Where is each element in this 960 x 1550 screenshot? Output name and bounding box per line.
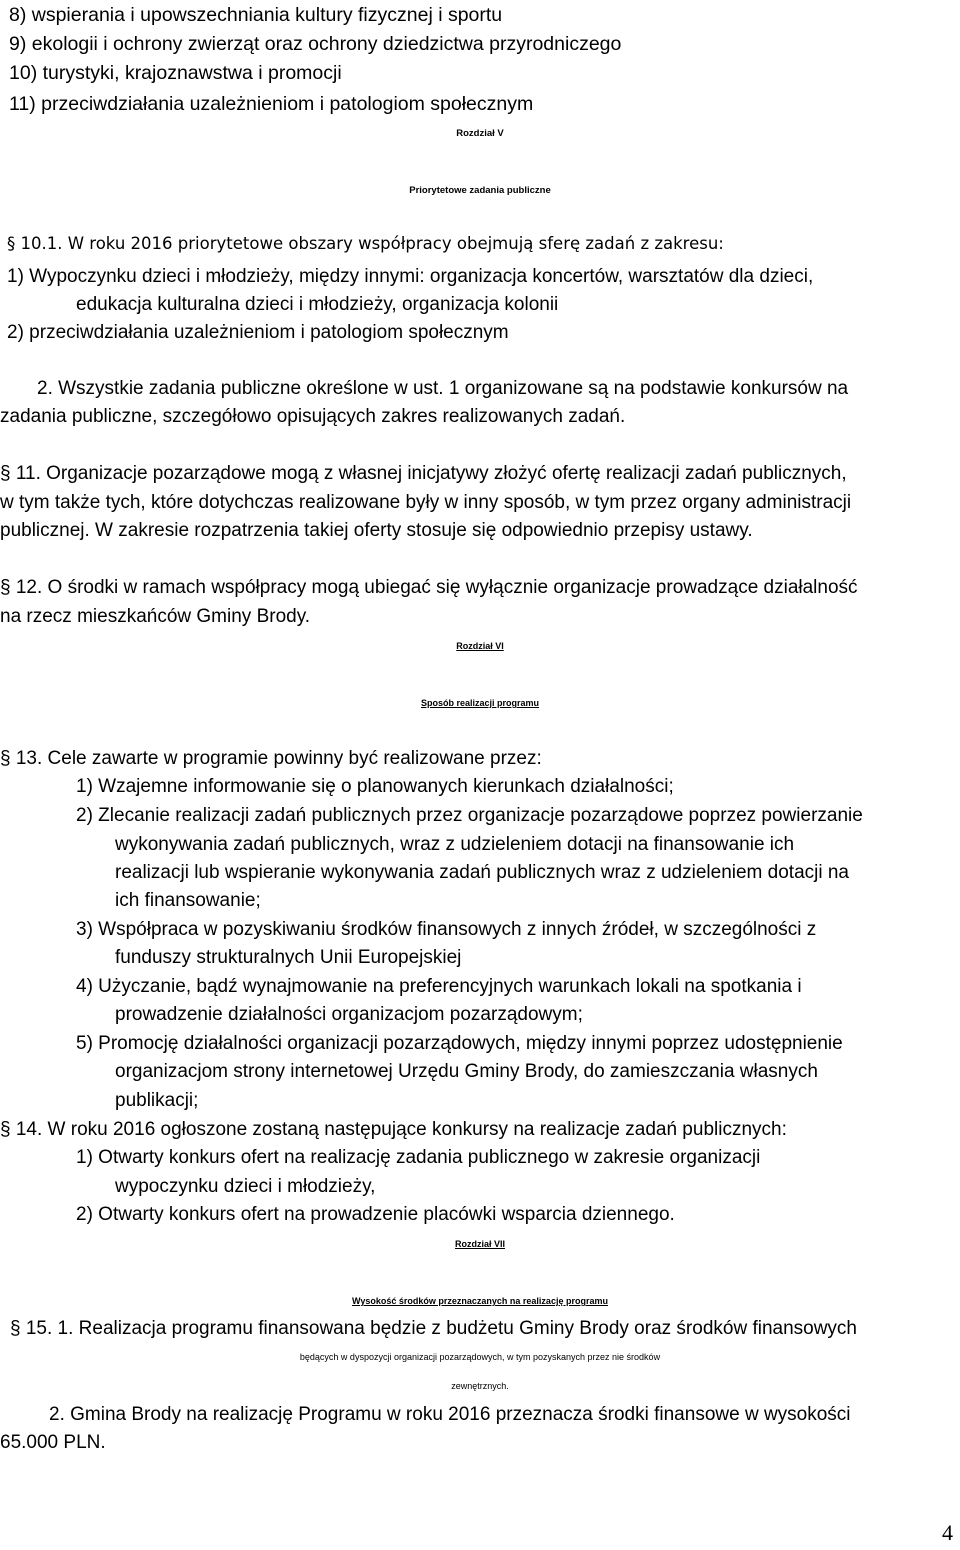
section-14-item-2: 2) Otwarty konkurs ofert na prowadzenie placówki wsparcia dziennego. [76, 1204, 675, 1225]
section-10-para-2-line-1: 2. Wszystkie zadania publiczne określone w ust. 1 organizowane są na podstawie konkursów na [37, 378, 849, 399]
section-13-item-5: 5) Promocję działalności organizacji pozarządowych, między innymi poprzez udostępnienie [76, 1033, 843, 1054]
list-item-10: 10) turystyki, krajoznawstwa i promocji [9, 62, 342, 84]
chapter-7-title-text: Rozdział VII [454, 1239, 505, 1249]
section-13-item-2-cont: ich finansowanie; [115, 890, 261, 911]
chapter-6-subtitle [0, 690, 960, 716]
section-14-item-1: 1) Otwarty konkurs ofert na realizację zadania publicznego w zakresie organizacji [76, 1147, 761, 1168]
section-10-item-2: 2) przeciwdziałania uzależnieniom i patologiom społecznym [7, 322, 509, 343]
section-10-item-1: 1) Wypoczynku dzieci i młodzieży, między innymi: organizacja koncertów, warsztatów dla dzieci, [7, 266, 814, 287]
section-10-para-2-line-2: zadania publiczne, szczegółowo opisujących zakres realizowanych zadań. [0, 406, 626, 427]
chapter-5-subtitle: Priorytetowe zadania publiczne [409, 185, 551, 196]
chapter-6-title [0, 633, 960, 659]
section-12-line-1: § 12. O środki w ramach współpracy mogą ubiegać się wyłącznie organizacje prowadzące działalność [0, 577, 858, 598]
chapter-6-title-text: Rozdział VI [456, 641, 504, 651]
section-15-para-2-line-1: 2. Gmina Brody na realizację Programu w roku 2016 przeznacza środki finansowe w wysokości [49, 1404, 851, 1425]
section-14-item-1-cont: wypoczynku dzieci i młodzieży, [115, 1176, 376, 1197]
section-15-line-2: będących w dyspozycji organizacji pozarządowych, w tym pozyskanych przez nie środków [299, 1352, 661, 1362]
chapter-7-title [0, 1231, 960, 1257]
section-13-item-5-cont: organizacjom strony internetowej Urzędu Gminy Brody, do zamieszczania własnych [115, 1061, 818, 1082]
section-13-item-3-cont: funduszy strukturalnych Unii Europejskiej [115, 947, 462, 968]
section-13-item-4: 4) Użyczanie, bądź wynajmowanie na preferencyjnych warunkach lokali na spotkania i [76, 976, 802, 997]
section-13-item-3: 3) Współpraca w pozyskiwaniu środków finansowych z innych źródeł, w szczególności z [76, 919, 817, 940]
list-item-9: 9) ekologii i ochrony zwierząt oraz ochrony dziedzictwa przyrodniczego [9, 33, 622, 55]
list-item-8: 8) wspierania i upowszechniania kultury fizycznej i sportu [9, 4, 503, 26]
section-13-item-1: 1) Wzajemne informowanie się o planowanych kierunkach działalności; [76, 776, 674, 797]
section-15-line-1: § 15. 1. Realizacja programu finansowana będzie z budżetu Gminy Brody oraz środków finansowych [10, 1318, 858, 1339]
section-15-line-3: zewnętrznych. [451, 1381, 509, 1391]
chapter-6-subtitle-text: Sposób realizacji programu [420, 698, 540, 708]
page-number: 4 [942, 1520, 953, 1545]
section-13-item-2: 2) Zlecanie realizacji zadań publicznych przez organizacje pozarządowe poprzez powierzanie [76, 805, 863, 826]
section-10-item-1-cont: edukacja kulturalna dzieci i młodzieży, organizacja kolonii [76, 294, 559, 315]
section-13-item-5-cont: publikacji; [115, 1090, 199, 1111]
section-13-item-2-cont: wykonywania zadań publicznych, wraz z udzieleniem dotacji na finansowanie ich [115, 834, 795, 855]
section-11-line-3: publicznej. W zakresie rozpatrzenia takiej oferty stosuje się odpowiednio przepisy ustawy. [0, 520, 753, 541]
section-13-item-2-cont: realizacji lub wspieranie wykonywania zadań publicznych wraz z udzieleniem dotacji na [115, 862, 849, 883]
chapter-7-subtitle-text: Wysokość środków przeznaczanych na realizację programu [352, 1296, 608, 1306]
section-11-line-1: § 11. Organizacje pozarządowe mogą z własnej inicjatywy złożyć ofertę realizacji zadań publicznych, [0, 463, 847, 484]
section-14-lead: § 14. W roku 2016 ogłoszone zostaną następujące konkursy na realizacje zadań publicznych: [0, 1119, 787, 1140]
chapter-5-title: Rozdział V [456, 128, 504, 139]
section-10-lead: § 10.1. W roku 2016 priorytetowe obszary współpracy obejmują sferę zadań z zakresu: [7, 234, 724, 253]
list-item-11: 11) przeciwdziałania uzależnieniom i patologiom społecznym [9, 93, 534, 115]
section-12-line-2: na rzecz mieszkańców Gminy Brody. [0, 606, 311, 627]
section-15-para-2-line-2: 65.000 PLN. [0, 1432, 106, 1453]
chapter-7-subtitle [0, 1288, 960, 1314]
section-13-item-4-cont: prowadzenie działalności organizacjom pozarządowym; [115, 1004, 583, 1025]
section-13-lead: § 13. Cele zawarte w programie powinny być realizowane przez: [0, 748, 542, 769]
section-11-line-2: w tym także tych, które dotychczas realizowane były w inny sposób, w tym przez organy administracji [0, 492, 852, 513]
